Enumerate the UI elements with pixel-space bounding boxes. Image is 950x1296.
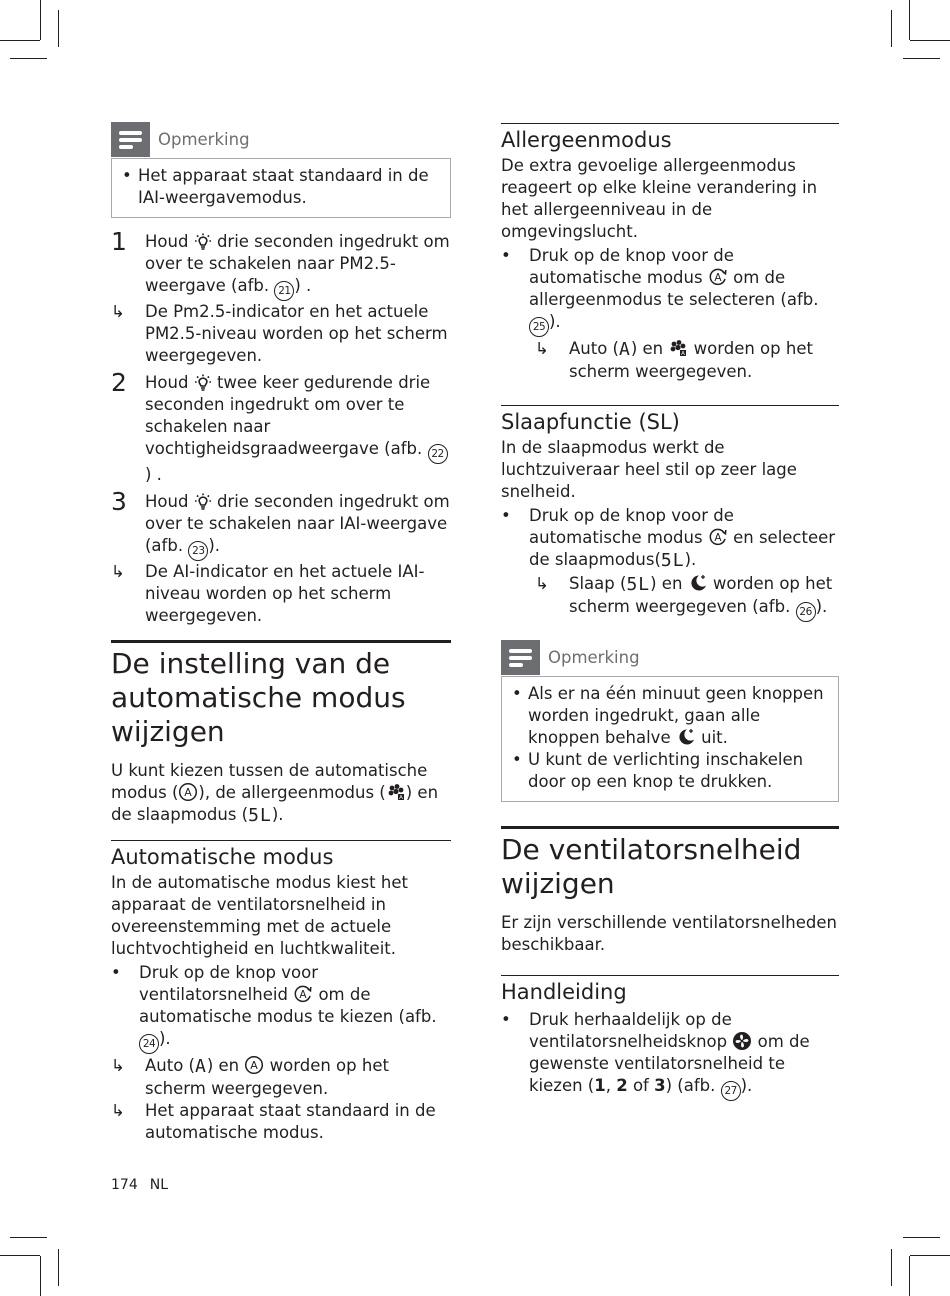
- result-text-pre: Auto (: [145, 1056, 195, 1075]
- bullet-text: [139, 962, 451, 1054]
- note-icon: [111, 122, 150, 157]
- page-number: 174: [111, 1177, 138, 1193]
- note-box: [111, 158, 451, 218]
- subsection-title: Automatische modus: [111, 845, 334, 869]
- result-text-mid: ) en: [206, 1056, 240, 1075]
- section-title: De instelling van de automatische modus wijzigen: [111, 647, 406, 748]
- fan-speed-button-icon: [732, 1031, 752, 1051]
- step-text-end: ).: [208, 536, 221, 555]
- svg-text:A: A: [398, 795, 403, 801]
- sleep-segment-icon: 5L: [626, 574, 651, 595]
- bullet-dot: •: [501, 506, 511, 525]
- result-text: De Pm2.5-indicator en het actuele PM2.5-niveau worden op het scherm weergegeven.: [145, 302, 448, 365]
- bullet-item: [501, 1009, 839, 1101]
- step-number: 1: [111, 227, 127, 256]
- auto-result-2: [111, 1100, 451, 1144]
- moon-icon: [688, 573, 708, 593]
- crop-mark: [910, 1255, 950, 1256]
- step-3-result: [111, 561, 451, 627]
- step-text: [145, 372, 451, 486]
- step-text-end: ) .: [145, 465, 162, 484]
- bullet-text: [529, 1009, 839, 1101]
- bullet-dot: •: [501, 246, 511, 265]
- result-arrow-icon: ↳: [535, 574, 549, 593]
- result-text-end: ).: [815, 597, 828, 616]
- intro-text: ).: [271, 805, 284, 824]
- language-code: NL: [149, 1177, 169, 1193]
- section-intro: [111, 760, 451, 827]
- result-arrow-icon: ↳: [535, 339, 549, 358]
- crop-mark: [909, 0, 910, 40]
- result-text-post: worden op het scherm weergegeven.: [145, 1056, 389, 1098]
- bullet-text-pre: Druk op de knop voor de automatische modus: [529, 246, 734, 287]
- step-text-pre: Houd: [145, 232, 189, 251]
- section-intro: Er zijn verschillende ventilatorsnelheden beschikbaar.: [501, 913, 837, 954]
- crop-mark: [40, 1256, 41, 1296]
- step-2: [111, 368, 451, 486]
- bullet-text-post: en selecteer de slaapmodus(: [529, 528, 836, 569]
- speed-separator: of: [627, 1076, 655, 1095]
- note-icon: [501, 640, 540, 675]
- crop-mark: [903, 58, 940, 59]
- sleep-segment-icon: 5L: [248, 805, 272, 826]
- crop-mark: [58, 10, 59, 47]
- allergen-result: [529, 338, 839, 383]
- subsection-title: Slaapfunctie (SL): [501, 410, 680, 434]
- auto-mode-icon: [244, 1055, 264, 1075]
- figure-number: 22: [428, 444, 448, 464]
- result-text-mid: ) en: [650, 574, 683, 593]
- speed-3: 3: [654, 1076, 666, 1095]
- svg-text:A: A: [250, 1059, 259, 1073]
- figure-number: 24: [139, 1034, 159, 1054]
- bullet-text-end: ).: [740, 1076, 753, 1095]
- note-bullet-pre: Als er na één minuut geen knoppen worden ingedrukt, gaan alle knoppen behalve: [528, 684, 824, 747]
- bullet-text-post: om de allergeenmodus te selecteren (afb.: [529, 268, 819, 309]
- result-arrow-icon: ↳: [111, 562, 125, 581]
- bullet-text: [529, 505, 839, 572]
- subsection-rule: [501, 405, 839, 406]
- figure-number: 21: [274, 281, 294, 301]
- intro-text: ), de allergeenmodus (: [198, 783, 386, 802]
- crop-mark: [10, 1237, 47, 1238]
- sleep-result: [529, 573, 839, 622]
- note-box: [501, 676, 839, 802]
- note-header: [111, 122, 451, 157]
- step-text: [145, 231, 451, 301]
- result-arrow-icon: ↳: [111, 302, 125, 321]
- intro-text: U kunt kiezen tussen de automatische modus (: [111, 761, 428, 802]
- speed-separator: ,: [605, 1076, 617, 1095]
- subsection-rule: [501, 975, 839, 976]
- figure-number: 26: [796, 602, 816, 622]
- svg-text:A: A: [714, 272, 722, 284]
- bullet-text-pre: Druk op de knop voor de automatische modus: [529, 506, 734, 547]
- note-header: [501, 640, 839, 675]
- result-text-post: worden op het scherm weergegeven.: [569, 339, 813, 381]
- figure-number: 25: [529, 317, 549, 337]
- allergen-mode-icon: [668, 338, 688, 358]
- step-text-post: drie seconden ingedrukt om over te schakelen naar PM2.5-weergave (afb.: [145, 232, 450, 295]
- subsection-rule: [111, 840, 451, 841]
- bullet-text: [529, 245, 839, 337]
- result-text-mid: ) en: [630, 339, 664, 358]
- note-bullet: • Het apparaat staat standaard in de IAI-weergavemodus.: [122, 165, 440, 209]
- svg-text:A: A: [184, 786, 193, 800]
- bullet-text-end: ).: [549, 312, 561, 331]
- subsection-title: Handleiding: [501, 980, 627, 1004]
- bullet-text-end: ).: [159, 1029, 171, 1048]
- note-label: Opmerking: [158, 130, 250, 149]
- subsection-rule: [501, 123, 839, 124]
- crop-mark: [40, 0, 41, 40]
- allergen-mode-icon: [386, 782, 406, 802]
- bullet-text-pre: Druk herhaaldelijk op de ventilatorsnelheidsknop: [529, 1010, 732, 1051]
- crop-mark: [909, 1256, 910, 1296]
- left-column: [111, 122, 451, 1144]
- section-rule: [111, 640, 451, 643]
- light-bulb-icon: [194, 374, 212, 392]
- auto-segment-icon: A: [195, 1056, 207, 1077]
- section-rule: [501, 826, 839, 829]
- auto-mode-button-icon: [708, 527, 728, 547]
- step-text-post: drie seconden ingedrukt om over te schakelen naar IAI-weergave (afb.: [145, 492, 450, 555]
- result-text: [145, 1055, 451, 1100]
- result-arrow-icon: ↳: [111, 1056, 125, 1075]
- bullet-text-post: ) (afb.: [665, 1076, 716, 1095]
- page-footer: [111, 1177, 168, 1193]
- step-text-post: twee keer gedurende drie seconden ingedrukt om over te schakelen naar vochtigheidsgraadweergave (afb.: [145, 373, 431, 458]
- crop-mark: [891, 10, 892, 47]
- result-text-pre: Auto (: [569, 339, 619, 358]
- step-number: 3: [111, 487, 127, 516]
- crop-mark: [910, 40, 950, 41]
- note-bullet: [512, 683, 828, 749]
- figure-number: 23: [188, 541, 208, 561]
- auto-mode-button-icon: [293, 984, 313, 1004]
- subsection-body: In de slaapmodus werkt de luchtzuiveraar heel stil op zeer lage snelheid.: [501, 438, 797, 501]
- right-column: [501, 123, 839, 1101]
- note-bullet: • U kunt de verlichting inschakelen door op een knop te drukken.: [512, 749, 828, 793]
- result-arrow-icon: ↳: [111, 1101, 125, 1120]
- svg-text:A: A: [681, 351, 686, 357]
- bullet-text-end: ).: [684, 550, 697, 569]
- subsection-body: De extra gevoelige allergeenmodus reageert op elke kleine verandering in het allergeenniveau in de omgevingslucht.: [501, 156, 818, 241]
- result-text: [569, 573, 839, 622]
- result-text: De AI-indicator en het actuele IAI-niveau worden op het scherm weergegeven.: [145, 562, 425, 625]
- bullet-text-post: om de automatische modus te kiezen (afb.: [139, 985, 437, 1026]
- bullet-item: [501, 505, 839, 572]
- step-1: [111, 227, 451, 301]
- crop-mark: [0, 1255, 40, 1256]
- speed-1: 1: [594, 1076, 606, 1095]
- auto-segment-icon: A: [619, 339, 631, 360]
- result-text: [569, 338, 839, 383]
- svg-text:A: A: [714, 532, 722, 544]
- step-text-end: ) .: [294, 276, 312, 295]
- bullet-dot: •: [111, 963, 121, 982]
- light-bulb-icon: [194, 493, 212, 511]
- intro-text: ) en de slaapmodus (: [111, 783, 439, 824]
- bullet-text-pre: Druk op de knop voor ventilatorsnelheid: [139, 963, 318, 1004]
- auto-mode-button-icon: [708, 267, 728, 287]
- section-title: De ventilatorsnelheid wijzigen: [501, 833, 802, 900]
- step-text-pre: Houd: [145, 492, 189, 511]
- bullet-item: [111, 962, 451, 1054]
- step-text: [145, 491, 451, 561]
- note-label: Opmerking: [548, 648, 640, 667]
- sleep-segment-icon: 5L: [660, 550, 685, 571]
- crop-mark: [891, 1249, 892, 1286]
- speed-2: 2: [616, 1076, 628, 1095]
- step-text-pre: Houd: [145, 373, 189, 392]
- subsection-title: Allergeenmodus: [501, 128, 672, 152]
- bullet-item: [501, 245, 839, 337]
- result-text-pre: Slaap (: [569, 574, 627, 593]
- note-bullet-post: uit.: [701, 728, 728, 747]
- bullet-text-mid: om de gewenste ventilatorsnelheid te kiezen (: [529, 1032, 810, 1095]
- step-1-result: [111, 301, 451, 367]
- figure-number: 27: [721, 1081, 741, 1101]
- moon-icon: [676, 727, 696, 747]
- crop-mark: [903, 1237, 940, 1238]
- auto-mode-icon: [178, 782, 198, 802]
- crop-mark: [0, 40, 40, 41]
- light-bulb-icon: [194, 233, 212, 251]
- bullet-dot: •: [501, 1010, 511, 1029]
- subsection-body: In de automatische modus kiest het apparaat de ventilatorsnelheid in overeenstemming met de actuele luchtvochtigheid en luchtkwaliteit.: [111, 873, 408, 958]
- step-3: [111, 487, 451, 561]
- result-text-post: worden op het scherm weergegeven (afb.: [569, 574, 833, 616]
- auto-result-1: [111, 1055, 451, 1100]
- crop-mark: [10, 58, 47, 59]
- svg-text:A: A: [299, 989, 307, 1001]
- step-number: 2: [111, 368, 127, 397]
- result-text: Het apparaat staat standaard in de automatische modus.: [145, 1101, 436, 1142]
- crop-mark: [58, 1249, 59, 1286]
